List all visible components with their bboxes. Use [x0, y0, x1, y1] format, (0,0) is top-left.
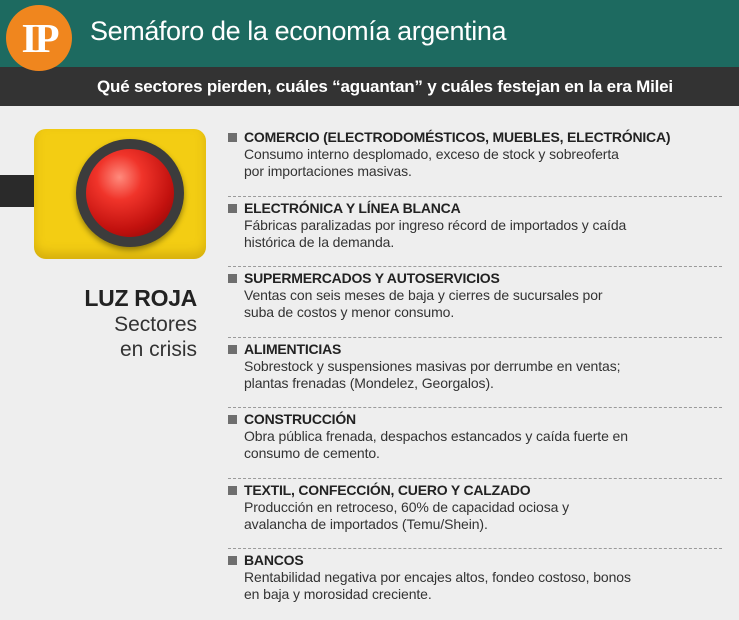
sector-item: [228, 479, 722, 550]
sector-name: COMERCIO (ELECTRODOMÉSTICOS, MUEBLES, ELECTRÓNICA): [244, 129, 671, 145]
sector-description: Ventas con seis meses de baja y cierres de sucursales por suba de costos y menor consumo.: [244, 287, 603, 320]
square-bullet-icon: [228, 345, 237, 354]
square-bullet-icon: [228, 415, 237, 424]
page-title: Semáforo de la economía argentina: [90, 16, 507, 46]
square-bullet-icon: [228, 556, 237, 565]
sector-description: Consumo interno desplomado, exceso de stock y sobreoferta por importaciones masivas.: [244, 146, 619, 179]
header-bar: [0, 0, 739, 67]
traffic-light-ring: [76, 139, 184, 247]
sector-description: Producción en retroceso, 60% de capacidad ociosa y avalancha de importados (Temu/Shein).: [244, 498, 569, 532]
sector-item: [228, 338, 722, 409]
status-subtitle-line2: en crisis: [119, 338, 197, 361]
page-subtitle: Qué sectores pierden, cuáles “aguantan” y cuáles festejan en la era Milei: [97, 77, 673, 96]
status-label: [34, 284, 197, 362]
status-subtitle-line1: Sectores: [114, 313, 197, 336]
sector-name: SUPERMERCADOS Y AUTOSERVICIOS: [244, 270, 500, 286]
square-bullet-icon: [228, 486, 237, 495]
sector-name: BANCOS: [244, 552, 304, 568]
sector-item: [228, 267, 722, 338]
sector-name: TEXTIL, CONFECCIÓN, CUERO Y CALZADO: [244, 481, 531, 498]
sector-item: [228, 126, 722, 197]
sector-description: Sobrestock y suspensiones masivas por derrumbe en ventas; plantas frenadas (Mondelez, Georgalos).: [244, 357, 621, 391]
logo: IP: [6, 5, 72, 71]
sector-item: [228, 549, 722, 620]
red-light-icon: [86, 149, 174, 237]
sector-description: Fábricas paralizadas por ingreso récord de importados y caída histórica de la demanda.: [244, 216, 627, 250]
square-bullet-icon: [228, 274, 237, 283]
sector-list: [228, 126, 722, 620]
sector-name: CONSTRUCCIÓN: [244, 411, 356, 427]
sector-item: [228, 408, 722, 479]
sector-name: ALIMENTICIAS: [244, 340, 342, 357]
sector-description: Rentabilidad negativa por encajes altos, fondeo costoso, bonos en baja y morosidad creciente.: [244, 569, 631, 602]
traffic-light-housing: [34, 129, 206, 259]
sector-name: ELECTRÓNICA Y LÍNEA BLANCA: [244, 199, 461, 216]
sector-item: [228, 197, 722, 268]
status-title: LUZ ROJA: [84, 285, 197, 311]
sector-description: Obra pública frenada, despachos estancados y caída fuerte en consumo de cemento.: [244, 428, 628, 461]
subtitle-bar: [0, 67, 739, 106]
square-bullet-icon: [228, 133, 237, 142]
square-bullet-icon: [228, 204, 237, 213]
